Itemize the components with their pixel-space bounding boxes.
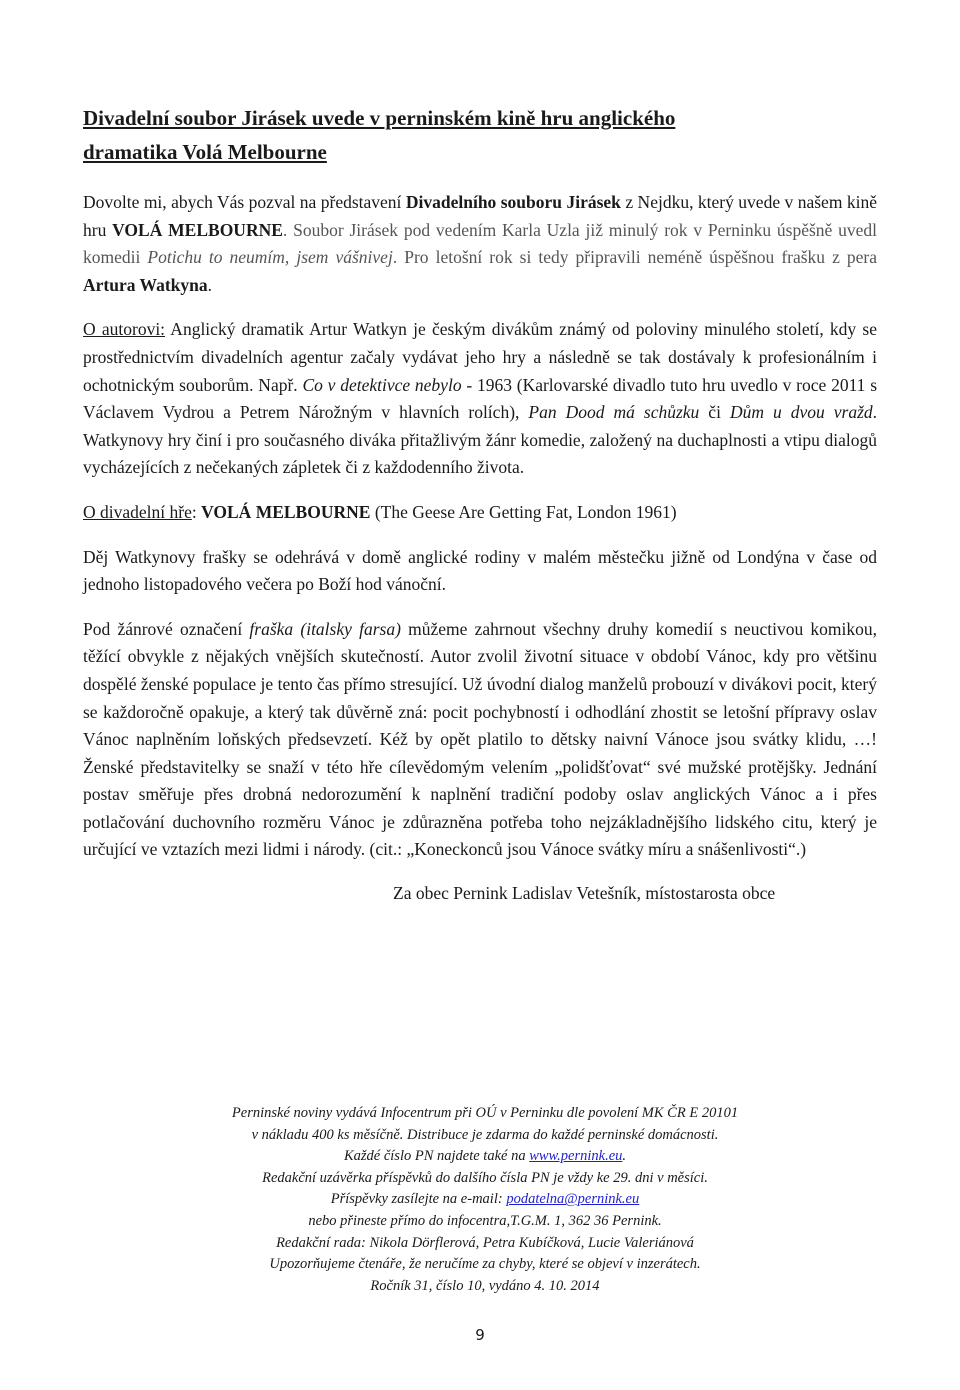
intro-text-3: . Soubor Jirásek pod vedením Karla Uzla již minulý rok v Perninku úspěšně uvedl komedii (83, 219, 877, 268)
author-italic-2: Pan Dood má schůzku (528, 402, 700, 423)
author-paragraph (83, 316, 877, 482)
play-colon: : (191, 501, 202, 522)
genre-paragraph (83, 616, 877, 864)
play-label: O divadelní hře (83, 501, 192, 522)
footer-line-3 (130, 1146, 840, 1168)
footer-line-6: nebo přineste přímo do infocentra,T.G.M. 1, 362 36 Pernink. (308, 1212, 662, 1229)
intro-text-1: Dovolte mi, abych Vás pozval na představení (83, 192, 406, 212)
author-text-4: . Watkynovy hry činí i pro současného diváka přitažlivým žánr komedie, založený na duchaplnosti a vtipu dialogů vycházejících z nečekaných zápletek či z každodenního života. (83, 402, 878, 478)
page-number: 9 (475, 1326, 485, 1344)
author-italic-3: Dům u dvou vražd (729, 402, 873, 423)
footer-line-9: Ročník 31, číslo 10, vydáno 4. 10. 2014 (370, 1277, 600, 1294)
genre-text-2: můžeme zahrnout všechny druhy komedií s neuctivou komikou, těžící obvykle z nějakých vnějších skutečností. Autor zvolil životní situace v období Vánoc, kdy pro většinu dospělé ženské populace je tento čas přímo stresující. Už úvodní dialog manželů probouzí v divákovi pocit, který se každoročně opakuje, a který tak důvěrně zná: pocit pochybností i odhodlání zhostit se letošní přípravy oslav Vánoc naplněním loňských předsevzetí. Kéž by opět platilo to dětsky naivní Vánoce jsou svátky klidu, …! Ženské představitelky se snaží v této hře cílevědomým velením „polidšťovat“ své mužské protějšky. Jednání postav směřuje přes drobná nedorozumění k naplnění tradiční podoby oslav anglických Vánoc a i přes potlačování duchovního rozměru Vánoc je zdůrazněna potřeba toho nejzákladnějšího lidského citu, který je určující ve vztazích mezi lidmi i národy. (cit.: „Koneckonců jsou Vánoce svátky míru a snášenlivosti“.) (83, 618, 877, 860)
signature: Za obec Pernink Ladislav Vetešník, místostarosta obce (393, 883, 776, 904)
intro-text-2: z Nejdku, který uvede v našem kině hru (83, 192, 877, 240)
footer-line-4: Redakční uzávěrka příspěvků do dalšího čísla PN je vždy ke 29. dni v měsíci. (262, 1169, 708, 1186)
footer-line-3-end: . (622, 1148, 627, 1165)
intro-bold-3: Artura Watkyna (83, 274, 208, 295)
intro-text-4: . Pro letošní rok si tedy připravili neméně úspěšnou frašku z pera (392, 247, 878, 268)
footer-line-8: Upozorňujeme čtenáře, že neručíme za chyby, které se objeví v inzerátech. (269, 1256, 701, 1273)
intro-text-5: . (207, 274, 212, 295)
title-line-2: dramatika Volá Melbourne (83, 140, 327, 164)
footer-line-5-text: Příspěvky zasílejte na e-mail: (330, 1191, 507, 1208)
genre-italic-1: fraška (italsky farsa) (249, 618, 401, 639)
intro-bold-2: VOLÁ MELBOURNE (112, 219, 283, 240)
author-italic-1: Co v detektivce nebylo (302, 374, 462, 395)
imprint-footer (130, 1103, 840, 1297)
footer-line-1: Perninské noviny vydává Infocentrum při OÚ v Perninku dle povolení MK ČR E 20101 (231, 1105, 739, 1121)
author-text-3: či (699, 402, 730, 423)
footer-line-5 (130, 1189, 840, 1211)
website-link[interactable]: www.pernink.eu (529, 1148, 623, 1165)
footer-line-7: Redakční rada: Nikola Dörflerová, Petra Kubíčková, Lucie Valeriánová (276, 1234, 694, 1251)
intro-bold-1: Divadelního souboru Jirásek (405, 192, 621, 212)
author-text-2: - 1963 (Karlovarské divadlo tuto hru uvedlo v roce 2011 s Václavem Vydrou a Petrem Nárožným v hlavních rolích), (83, 374, 878, 423)
plot-paragraph: Děj Watkynovy frašky se odehrává v domě anglické rodiny v malém městečku jižně od Londýna v čase od jednoho listopadového večera po Boží hod vánoční. (83, 546, 877, 595)
title-line-1: Divadelní soubor Jirásek uvede v perninském kině hru anglického (83, 106, 676, 130)
intro-italic-1: Potichu to neumím, jsem vášnivej (147, 247, 393, 268)
article (83, 101, 877, 908)
intro-paragraph (83, 189, 877, 299)
article-title (83, 101, 877, 169)
email-link[interactable]: podatelna@pernink.eu (506, 1191, 640, 1208)
play-title: VOLÁ MELBOURNE (201, 501, 371, 522)
author-label: O autorovi: (83, 319, 166, 340)
genre-text-1: Pod žánrové označení (83, 618, 250, 639)
author-text-1: Anglický dramatik Artur Watkyn je českým divákům známý od poloviny minulého století, kdy se prostřednictvím divadelních agentur začaly vydávat jeho hry a následně se tak dostávaly k profesionálním i ochotnickým souborům. Např. (83, 319, 877, 395)
footer-line-3-text: Každé číslo PN najdete také na (343, 1148, 530, 1165)
play-subtitle: (The Geese Are Getting Fat, London 1961) (370, 501, 677, 522)
footer-line-2: v nákladu 400 ks měsíčně. Distribuce je zdarma do každé perninské domácnosti. (251, 1126, 719, 1143)
play-heading (83, 499, 877, 527)
